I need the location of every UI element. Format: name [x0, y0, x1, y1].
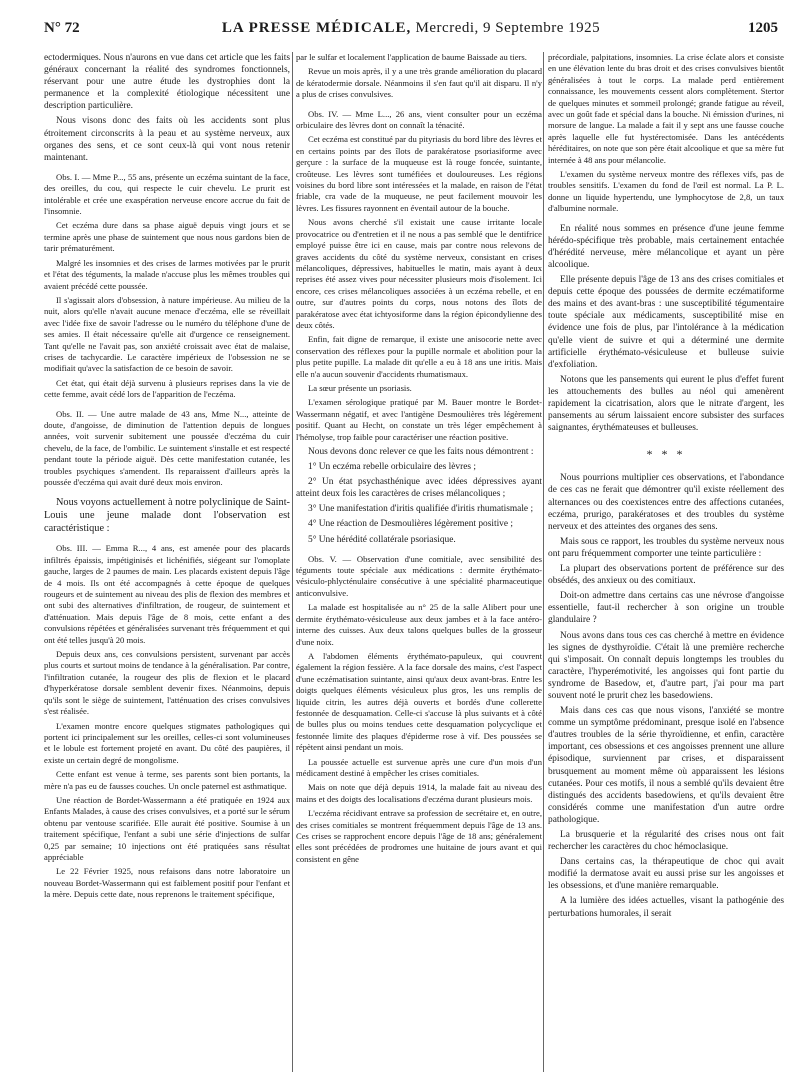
page-header [44, 20, 778, 46]
paragraph: Mais dans ces cas que nous visons, l'anxiété se montre comme un symptôme prédominant, presque isolé en l'absence d'autres troubles de la série thyroïdienne, et enfin, caractère important, ces obsessions et ces angoisses prennent une allure épisodique, surviennent par crises, et disparaissent brusquement au moment même où apparaissent les lésions cutanées. Pour ces motifs, il nous a semblé qu'ils devaient être distingués des accidents basedowiens, et qu'ils devaient être considérés comme une manifestation d'un autre ordre pathologique. [548, 706, 784, 825]
paragraph: Notons que les pansements qui eurent le plus d'effet furent les attouchements des bulles au néol qui amenèrent rapidement la cicatrisation, alors que le nitrate d'argent, les pansements au sérum laissaient encore subsister des surfaces saignantes, érythémateuses et bulleuses. [548, 374, 784, 434]
paragraph: 4° Une réaction de Desmoulières légèrement positive ; [308, 519, 513, 530]
paragraph: L'examen sérologique pratiqué par M. Bauer montre le Bordet-Wassermann négatif, et avec l'antigène Desmoulières très légèrement positif. Quant au Hecht, on constate un très léger empêchement à l'hémolyse, trop faible pour caractériser une réaction positive. [296, 397, 542, 442]
paragraph: Nous visons donc des faits où les accidents sont plus étroitement circonscrits à la peau et au système nerveux, aux organes des sens, et ce sont ceux-là qui vont nous retenir maintenant. [44, 116, 290, 163]
paragraph: Il s'agissait alors d'obsession, à nature impérieuse. Au milieu de la nuit, alors qu'elle n'avait aucune menace d'eczéma, elle se réveillait avec l'idée fixe de savoir l'adresse ou le numéro du téléphone d'une de ses amies. Il était nécessaire qu'elle ait d'urgence ce renseignement. Tant qu'elle ne l'avait pas, son anxiété croissait avec état de malaise, crises de tachycardie. Le caractère impérieux de l'obsession ne se modifiait qu'avec la satisfaction de ce besoin de savoir. [44, 294, 290, 374]
paragraph: La malade est hospitalisée au n° 25 de la salle Alibert pour une dermite érythémato-vésiculeuse aux deux jambes et à la face antéro-interne des cuisses. Aux deux talons quelques bulles de la grosseur d'une noix. [296, 602, 542, 647]
paragraph: 2° Un état psychasthénique avec idées dépressives ayant atteint deux fois les caractères de crises mélancoliques ; [296, 477, 542, 500]
paragraph: Nous voyons actuellement à notre polyclinique de Saint-Louis une jeune malade dont l'observation est caractéristique : [44, 497, 290, 535]
column-3-top [548, 52, 784, 434]
journal-name: LA PRESSE MÉDICALE, [221, 20, 412, 36]
paragraph: Elle présente depuis l'âge de 13 ans des crises comitiales et depuis cette époque des poussées de dermite eczématiforme des mains et des avant-bras : une susceptibilité tégumentaire toute spéciale aux médicaments, susceptibilité mise en évidence une fois de plus, par l'intolérance à la médication qu'elle vient de suivre et qui a déterminé une dermite artificielle érythémato-vésiculeuse et bulleuse suivie d'exfoliation. [548, 275, 784, 370]
paragraph: Obs. III. — Emma R..., 4 ans, est amenée pour des placards infiltrés épaissis, impétiginisés et lichénifiés, siégeant sur l'omoplate gauche, larges de 2 paumes de main. Les placards existent depuis l'âge de 4 mois. Ils ont été accompagnés à cette époque de quelques rougeurs et de suintement au niveau des plis de flexion des membres et ont subi des alternatives d'infiltration, de rougeur, de suintement et d'atténuation. Mais depuis l'âge de 8 mois, cette enfant a des convulsions répétées et généralisées survenant très fréquemment et qui ont été telles jusqu'à 20 mois. [44, 543, 290, 645]
page-number: 1205 [748, 20, 778, 36]
paragraph: précordiale, palpitations, insomnies. La crise éclate alors et consiste en une élévation lente du bras droit et des crises convulsives bientôt généralisées à tout le corps. La malade perd entièrement connaissance, les mouvements cessent alors complètement. Stertor de quelques minutes et sommeil prolongé; grande fatigue au réveil, avec un goût fade et spécial dans la bouche. Ni émission d'urines, ni morsure de langue. La malade a fait il y sept ans une fausse couche après laquelle elle fut hystérectomisée. Dans les antécédents héréditaires, on note que son père était alcoolique et que sa mère fut internée à 48 ans pour mélancolie. [548, 52, 784, 165]
paragraph: Une réaction de Bordet-Wassermann a été pratiquée en 1924 aux Enfants Malades, à cause des crises convulsives, et a porté sur le sérum obtenu par ventouse scarifiée. Elle aurait été positive. Soumise à un traitement spécifique, l'enfant a subi une série d'injections de sulfar 0,25 par semaine; 10 injections ont été pratiquées sans résultat appréciable [44, 794, 290, 862]
paragraph: Enfin, fait digne de remarque, il existe une anisocorie nette avec conservation des réflexes pour la pupille normale et abolition pour la plus petite pupille. La malade dit qu'elle a eu à 18 ans une iritis. Mais elle n'a aucun souvenir d'accidents rhumatismaux. [296, 334, 542, 379]
issue-number: N° 72 [44, 20, 80, 36]
paragraph: Nous avons cherché s'il existait une cause irritante locale provocatrice ou d'entretien et il ne nous a pas semblé que le dentifrice employé puisse être ici en cause, mais par contre nous relevons de graves accidents du côté du système nerveux, consistant en crises mélancoliques, dépressives, habituelles le matin, mais ayant à deux reprises été assez vives pour nécessiter plusieurs mois d'isolement. Ici encore, ces crises mélancoliques associées à un eczéma rebelle, et en outre, sur d'autres points du corps, nous notons des îlots de parakératose avec état ichtyosiforme dans la région épicondylienne des deux côtés. [296, 217, 542, 330]
paragraph: La poussée actuelle est survenue après une cure d'un mois d'un médicament destiné à empêcher les crises comitiales. [296, 756, 542, 778]
paragraph: L'examen du système nerveux montre des réflexes vifs, pas de troubles sensitifs. L'examen du fond de l'œil est normal. La P. L. donne un liquide hypertendu, une lymphocytose de 2,8, un taux d'albumine normale. [548, 169, 784, 214]
paragraph: 5° Une hérédité collatérale psoriasique. [308, 534, 456, 545]
paragraph: Depuis deux ans, ces convulsions persistent, survenant par accès plus courts et surtout moins de tendance à la généralisation. Par contre, l'infiltration cutanée, la rougeur des plis de flexion et le placard d'hyperkératose dorsale semblent devenir fixes. Néanmoins, depuis qu'ils sont le siège de suintement, l'atténuation des crises convulsives s'est réalisée. [44, 649, 290, 717]
paragraph: En réalité nous sommes en présence d'une jeune femme hérédo-spécifique très probable, mais certainement entachée d'hérédité nerveuse, mère mélancolique et ayant un père alcoolique. [548, 223, 784, 270]
issue-date: Mercredi, 9 Septembre 1925 [415, 20, 601, 36]
paragraph: Nous avons dans tous ces cas cherché à mettre en évidence les signes de dysthyroïdie. C'était là une première recherche qui s'imposait. On connaît depuis longtemps les troubles du caractère, l'hyperémotivité, les angoisses qui font partie du syndrome de Basedow, et, d'autre part, j'ai pour ma part souvent noté le prurit chez les basedowiens. [548, 630, 784, 701]
paragraph: Obs. V. — Observation d'une comitiale, avec sensibilité des téguments toute spéciale aux médications : dermite érythémato-vésiculo-phlycténulaire consécutive à une spécialité pharmaceutique anticonvulsive. [296, 553, 542, 598]
column-divider [292, 52, 293, 1072]
paragraph: 1° Un eczéma rebelle orbiculaire des lèvres ; [308, 462, 476, 473]
paragraph: La brusquerie et la régularité des crises nous ont fait rechercher les caractères du choc hémoclasique. [548, 830, 784, 853]
paragraph: A la lumière des idées actuelles, visant la pathogénie des perturbations humorales, il serait [548, 896, 784, 919]
column-2 [296, 52, 542, 868]
paragraph: Obs. IV. — Mme L..., 26 ans, vient consulter pour un eczéma orbiculaire des lèvres dont on connaît la ténacité. [296, 108, 542, 131]
paragraph: Mais sous ce rapport, les troubles du système nerveux nous ont paru fréquemment comporter une teinte particulière : [548, 536, 784, 559]
paragraph: Le 22 Février 1925, nous refaisons dans notre laboratoire un nouveau Bordet-Wassermann qui est faiblement positif pour l'enfant et la mère. Depuis cette date, nous reprenons le traitement spécifique, [44, 866, 290, 900]
section-separator: * * * [646, 447, 686, 462]
paragraph: L'examen montre encore quelques stigmates pathologiques qui portent ici principalement sur les oreilles, celles-ci sont volumineuses et le lobule est fortement projeté en avant. Du côté des paupières, il existe un certain degré de mongolisme. [44, 720, 290, 765]
paragraph: ectodermiques. Nous n'aurons en vue dans cet article que les faits généraux concernant la réalité des syndromes fonctionnels, réservant pour une autre étude les dystrophies dont la permanence et la complexité étiologique nécessitent une description particulière. [44, 53, 290, 112]
paragraph: Nous pourrions multiplier ces observations, et l'abondance de ces cas ne ferait que démontrer qu'il existe réellement des alternances ou des coexistences entre des affections cutanées, eczéma, prurigo, parakératoses et des troubles du système nerveux et des atteintes des organes des sens. [548, 473, 784, 532]
paragraph: La sœur présente un psoriasis. [308, 382, 412, 393]
paragraph: Obs. I. — Mme P..., 55 ans, présente un eczéma suintant de la face, des oreilles, du cou, qui respecte le cuir chevelu. Le prurit est intolérable et crée une exaspération nerveuse encore accrue du fait de l'insomnie. [44, 171, 290, 217]
column-3-bottom [548, 472, 784, 919]
paragraph: Cet état, qui était déjà survenu à plusieurs reprises dans la vie de cette femme, avait cédé lors de l'apparition de l'eczéma. [44, 377, 290, 400]
paragraph: Revue un mois après, il y a une très grande amélioration du placard de kératodermie dorsale. Néanmoins il s'en faut qu'il ait disparu. Il n'y a plus de crises convulsives. [296, 66, 542, 100]
paragraph: Nous devons donc relever ce que les faits nous démontrent : [308, 447, 534, 457]
paragraph: Obs. II. — Une autre malade de 43 ans, Mme N..., atteinte de doute, d'angoisse, de diminution de l'attention depuis de longues années, voit survenir subitement une poussée d'eczéma du cuir chevelu, de la face, de l'ombilic. Le suintement s'installe et est respecté pendant toute la période aiguë. Dès cette manifestation cutanée, les troubles psychiques s'amendent. Ils reparaissent d'ailleurs après la poussée d'eczéma qui avait duré deux mois environ. [44, 408, 290, 487]
paragraph: par le sulfar et localement l'application de baume Baissade au tiers. [296, 52, 527, 62]
paragraph: A l'abdomen éléments érythémato-papuleux, qui couvrent également la région fessière. A la face dorsale des mains, c'est l'aspect d'une eczématisation suintante, ainsi qu'aux deux avant-bras. Entre les doigts quelques éléments vésiculeux plus gros, les uns remplis de liquide citrin, les autres déjà ouverts et bordés d'une collerette festonnée de desquamation. Celle-ci s'accuse là plus suivants et à côté de bulles plus ou moins tendues cette desquamation polycyclique et festonnée limite des plaques d'épiderme rose à vif. Des poussées se répètent ainsi pendant un mois. [296, 650, 542, 753]
column-3 [548, 52, 784, 923]
paragraph: Cette enfant est venue à terme, ses parents sont bien portants, la mère n'a pas eu de fausses couches. Un oncle paternel est asthmatique. [44, 769, 290, 791]
paragraph: Mais on note que déjà depuis 1914, la malade fait au niveau des mains et des doigts des localisations d'eczéma durant plusieurs mois. [296, 782, 542, 804]
paragraph: Doit-on admettre dans certains cas une névrose d'angoisse essentielle, faut-il rechercher à son origine un trouble glandulaire ? [548, 591, 784, 626]
paragraph: Dans certains cas, la thérapeutique de choc qui avait modifié la dermatose avait eu aussi prise sur les angoisses et les obsessions, et d'une manière remarquable. [548, 857, 784, 892]
paragraph: Cet eczéma est constitué par du pityriasis du bord libre des lèvres et en certains points par des îlots de parakératose psoriasiforme avec gerçure : la surface de la muqueuse est là rouge foncée, suintante, croûteuse. Les lèvres sont tuméfiées et douloureuses. Les régions voisines du bord libre sont intéressées et la malade, en raison de l'état friable, cra vade de la muqueuse, ne peut facilement mouvoir les lèvres. Les fissures rayonnent en éventail autour de la bouche. [296, 134, 542, 213]
paragraph: Cet eczéma dure dans sa phase aiguë depuis vingt jours et se termine après une phase de suintement que nous nous gardons bien de tarir prématurément. [44, 220, 290, 254]
paragraph: Malgré les insomnies et des crises de larmes motivées par le prurit et l'état des téguments, la malade n'accuse plus les mêmes troubles qui avaient précédé cette poussée. [44, 257, 290, 291]
column-divider [543, 52, 544, 1072]
paragraph: L'eczéma récidivant entrave sa profession de secrétaire et, en outre, des crises comitiales se montrent fréquemment depuis l'âge de 13 ans. Ces crises se rapprochent encore depuis l'âge de 18 ans; généralement elles sont précédées de prodromes une huitaine de jours avant et qui consistent en gêne [296, 808, 542, 864]
column-1 [44, 52, 290, 904]
paragraph: 3° Une manifestation d'iritis qualifiée d'iritis rhumatismale ; [308, 504, 534, 515]
paragraph: La plupart des observations portent de préférence sur des obsédés, des anxieux ou des comitiaux. [548, 564, 784, 587]
journal-title [44, 20, 778, 37]
